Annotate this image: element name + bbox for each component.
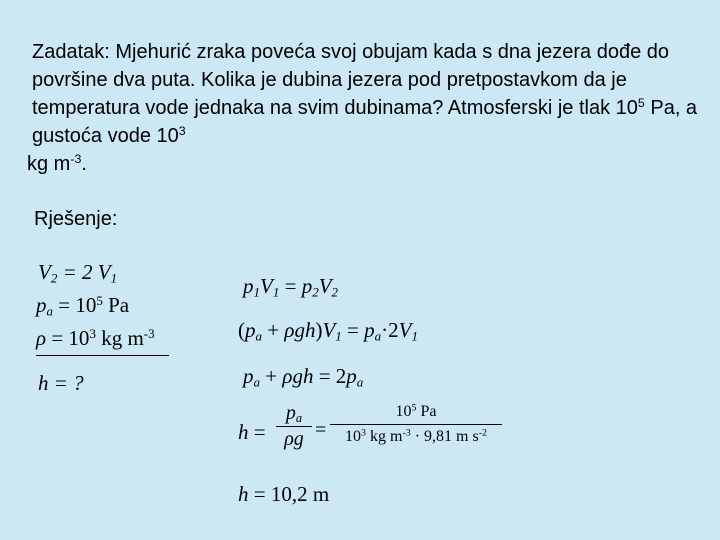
equation-simplified: $p_a + \rho gh = 2p_a$ (243, 364, 364, 390)
fraction-pa-over-rhog: $p_a$ ρg (276, 402, 312, 451)
equation-substitution: $(p_a + \rho gh)V_1 = p_a\cdot 2V_1$ (238, 318, 418, 344)
unknown-h: h = ? (38, 371, 84, 395)
fraction-numeric: $10^5$ Pa $10^3$ kg $m^{-3} \cdot 9,81$ m $s^{-2}$ (330, 403, 502, 446)
formula-equals: = (315, 419, 327, 441)
equation-boyle: $p_1V_1 = p_2V_2$ (243, 274, 339, 300)
formula-h: h = (238, 420, 266, 444)
solution-heading: Rješenje: (34, 208, 118, 230)
given-rho: $\rho = 10^3$ kg $m^{-3}$ (36, 325, 155, 350)
given-v2: $V_2 = 2$ $V_1$ (38, 260, 118, 286)
task-statement: Zadatak: Mjehurić zraka poveća svoj obujam kada s dna jezera dođe do površine dva puta. Kolika je dubina jezera pod pretpostavkom da je temperatura vode jednaka na svim dubinama? Atmosferski je tlak $10^5$ Pa, a gustoća vode $10^3$ kg $m^{-3}$. (27, 41, 698, 175)
given-divider (36, 355, 169, 356)
task-label: Zadatak (32, 41, 105, 63)
result: h = 10,2 m (238, 482, 330, 506)
given-pa: $p_a = 10^5$ Pa (36, 292, 130, 319)
